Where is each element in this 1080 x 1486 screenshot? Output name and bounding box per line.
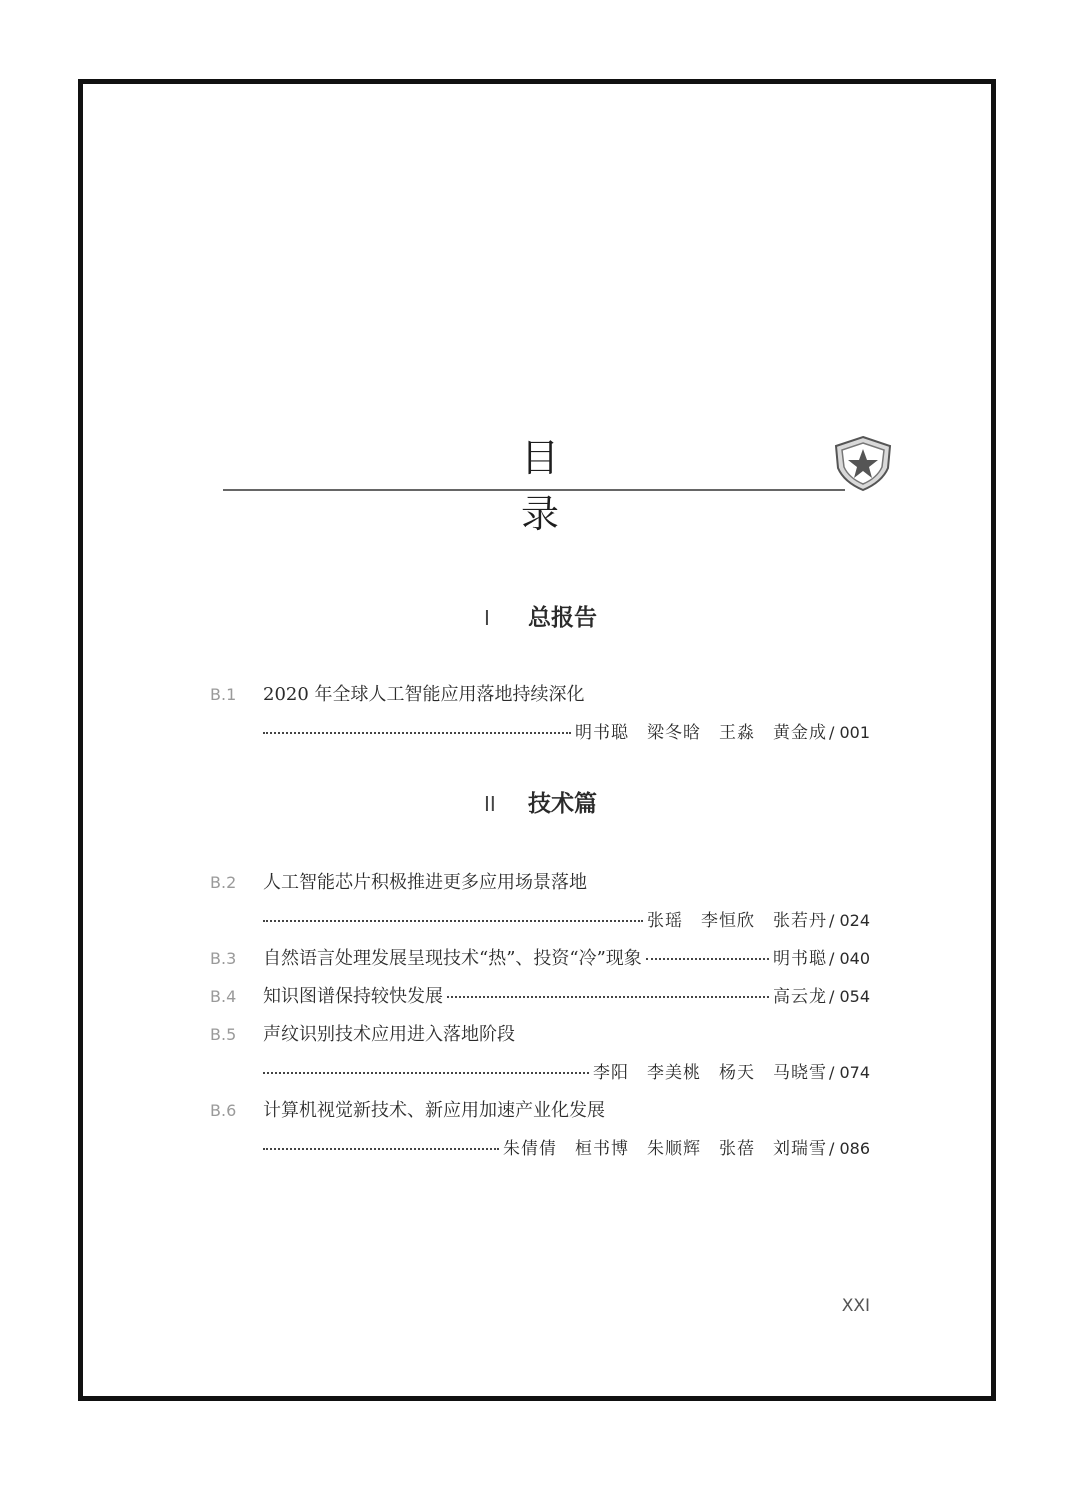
toc-entry-b1[interactable] bbox=[210, 680, 870, 710]
toc-entry-b5[interactable] bbox=[210, 1020, 870, 1050]
entry-page: / 054 bbox=[828, 987, 870, 1006]
entry-page: / 074 bbox=[828, 1063, 870, 1082]
entry-page: / 040 bbox=[828, 949, 870, 968]
dot-leader bbox=[646, 958, 769, 960]
entry-title: 2020 年全球人工智能应用落地持续深化 bbox=[263, 684, 585, 705]
toc-entry-b4[interactable] bbox=[210, 982, 870, 1012]
entry-authors: 明书聪 梁冬晗 王淼 黄金成 bbox=[574, 723, 827, 743]
shield-star-icon bbox=[832, 434, 894, 492]
entry-authors: 李阳 李美桃 杨天 马晓雪 bbox=[592, 1063, 827, 1083]
entry-code: B.1 bbox=[210, 685, 237, 704]
entry-title: 知识图谱保持较快发展 bbox=[263, 986, 443, 1007]
entry-page: / 024 bbox=[828, 911, 870, 930]
toc-entry-b5-leader bbox=[210, 1058, 870, 1088]
toc-entry-b3[interactable] bbox=[210, 944, 870, 974]
part-title: 技术篇 bbox=[528, 791, 597, 817]
entry-page: / 086 bbox=[828, 1139, 870, 1158]
toc-entry-b2[interactable] bbox=[210, 868, 870, 898]
entry-authors: 张瑶 李恒欣 张若丹 bbox=[646, 911, 827, 931]
entry-title: 计算机视觉新技术、新应用加速产业化发展 bbox=[263, 1100, 605, 1121]
title-rule bbox=[223, 489, 845, 491]
dot-leader bbox=[263, 732, 571, 734]
entry-code: B.2 bbox=[210, 873, 237, 892]
toc-entry-b6-leader bbox=[210, 1134, 870, 1164]
entry-title: 人工智能芯片积极推进更多应用场景落地 bbox=[263, 872, 587, 893]
dot-leader bbox=[263, 920, 643, 922]
part-numeral: II bbox=[484, 792, 496, 816]
part-heading-2 bbox=[470, 788, 730, 820]
entry-authors: 朱倩倩 桓书博 朱顺辉 张蓓 刘瑞雪 bbox=[502, 1139, 827, 1159]
entry-title: 自然语言处理发展呈现技术“热”、投资“冷”现象 bbox=[263, 948, 642, 969]
toc-title: 目 录 bbox=[520, 436, 599, 536]
entry-page: / 001 bbox=[828, 723, 870, 742]
part-title: 总报告 bbox=[528, 605, 597, 631]
dot-leader bbox=[447, 996, 769, 998]
entry-code: B.4 bbox=[210, 987, 237, 1006]
entry-authors: 明书聪 bbox=[772, 949, 827, 969]
entry-title: 声纹识别技术应用进入落地阶段 bbox=[263, 1024, 515, 1045]
part-numeral: I bbox=[484, 606, 490, 630]
entry-code: B.5 bbox=[210, 1025, 237, 1044]
toc-entry-b6[interactable] bbox=[210, 1096, 870, 1126]
part-heading-1 bbox=[470, 602, 730, 634]
entry-code: B.3 bbox=[210, 949, 237, 968]
dot-leader bbox=[263, 1148, 499, 1150]
dot-leader bbox=[263, 1072, 589, 1074]
entry-authors: 高云龙 bbox=[772, 987, 827, 1007]
entry-code: B.6 bbox=[210, 1101, 237, 1120]
page-number: XXI bbox=[841, 1296, 870, 1316]
toc-entry-b2-leader bbox=[210, 906, 870, 936]
toc-entry-b1-leader bbox=[210, 718, 870, 748]
